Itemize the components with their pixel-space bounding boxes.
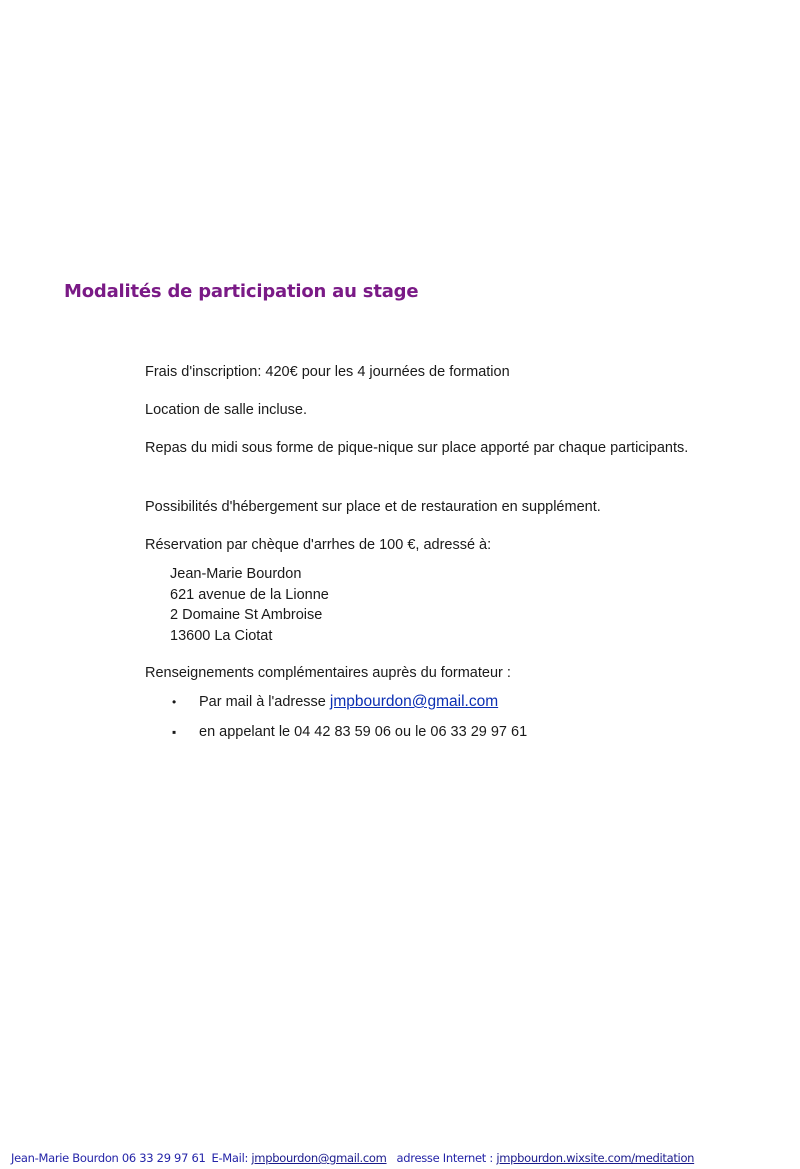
bullet-email — [172, 692, 498, 712]
bullet-phone — [172, 722, 527, 742]
bullet-marker: • — [172, 695, 177, 709]
email-link[interactable]: jmpbourdon@gmail.com — [329, 693, 499, 710]
fees-paragraph: Frais d'inscription: 420€ pour les 4 journées de formation — [145, 364, 510, 380]
reservation-paragraph: Réservation par chèque d'arrhes de 100 €, adressé à: — [145, 537, 492, 553]
lodging-paragraph: Possibilités d'hébergement sur place et de restauration en supplément. — [145, 499, 601, 515]
bullet-phone-text: en appelant le 04 42 83 59 06 ou le 06 33 29 97 61 — [199, 724, 528, 740]
section-title: Modalités de participation au stage — [64, 281, 419, 302]
footer-web-link[interactable]: jmpbourdon.wixsite.com/meditation — [496, 1151, 695, 1165]
footer-web-label: adresse Internet : — [396, 1151, 493, 1165]
address-city: 13600 La Ciotat — [170, 627, 273, 644]
postal-address — [170, 564, 329, 646]
address-domain: 2 Domaine St Ambroise — [170, 607, 323, 623]
address-street: 621 avenue de la Lionne — [170, 586, 329, 603]
info-intro: Renseignements complémentaires auprès du formateur : — [145, 665, 511, 681]
room-paragraph: Location de salle incluse. — [145, 402, 308, 418]
bullet-email-text: Par mail à l'adresse — [199, 694, 330, 710]
address-name: Jean-Marie Bourdon — [170, 566, 302, 582]
meals-paragraph: Repas du midi sous forme de pique-nique sur place apporté par chaque participants. — [145, 440, 689, 456]
footer-email-label: E-Mail: — [211, 1151, 249, 1165]
page-footer — [11, 1151, 694, 1165]
bullet-marker: ▪ — [172, 725, 177, 739]
footer-email-link[interactable]: jmpbourdon@gmail.com — [251, 1151, 387, 1165]
footer-name-phone: Jean-Marie Bourdon 06 33 29 97 61 — [11, 1151, 206, 1165]
